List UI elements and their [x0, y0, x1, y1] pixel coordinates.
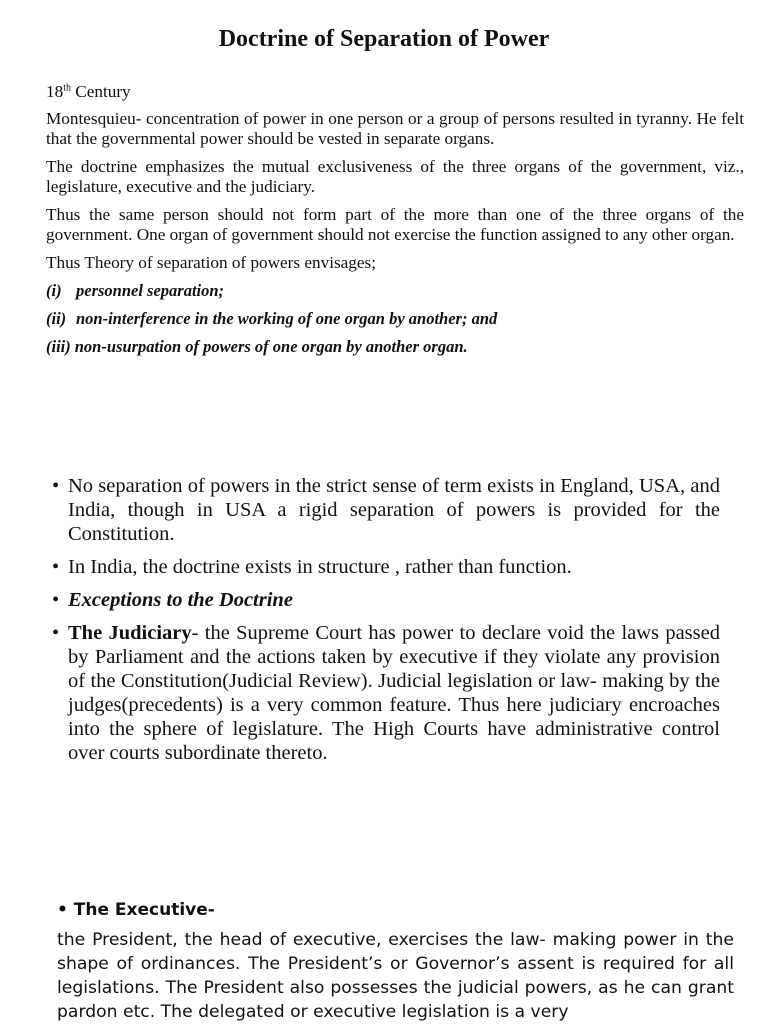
intro-section — [46, 82, 744, 365]
exceptions-heading: Exceptions to the Doctrine — [68, 589, 293, 611]
paragraph-montesquieu: Montesquieu- concentration of power in one person or a group of persons resulted in tyranny. He felt that the governmental power should be vested in separate organs. — [46, 109, 744, 148]
century-line — [46, 82, 744, 102]
page-title: Doctrine of Separation of Power — [218, 26, 550, 52]
point-number: (iii) — [46, 337, 71, 356]
executive-heading: • The Executive- — [57, 900, 215, 920]
bullet-no-separation — [52, 474, 720, 546]
paragraph-envisages: Thus Theory of separation of powers envisages; — [46, 253, 376, 272]
point-number: (i) — [46, 281, 62, 300]
executive-section — [57, 898, 734, 1024]
bullet-text: In India, the doctrine exists in structure , rather than function. — [68, 556, 572, 578]
bullet-icon: • — [52, 589, 60, 611]
point-item — [46, 309, 744, 329]
bullet-icon: • — [52, 622, 60, 644]
executive-body: the President, the head of executive, exercises the law- making power in the shape of ordinances. The President’s or Governor’s assent is required for all legislations. The President also possesses the judicial powers, as he can grant pardon etc. The delegated or executive legislation is a very — [57, 930, 734, 1022]
bullet-section — [52, 474, 720, 774]
point-text: non-interference in the working of one organ by another; and — [76, 309, 498, 328]
point-item — [46, 281, 744, 301]
point-text: personnel separation; — [76, 281, 225, 300]
bullet-judiciary — [52, 621, 720, 765]
paragraph-same-person: Thus the same person should not form part of the more than one of the three organs of the government. One organ of government should not exercise the function assigned to any other organ. — [46, 205, 744, 244]
century-superscript: th — [63, 82, 71, 94]
bullet-india — [52, 555, 720, 579]
century-word: Century — [75, 82, 131, 101]
point-item — [46, 337, 744, 357]
judiciary-heading: The Judiciary — [68, 622, 192, 644]
bullet-text: No separation of powers in the strict sense of term exists in England, USA, and India, though in USA a rigid separation of powers is provided for the Constitution. — [68, 475, 720, 545]
bullet-icon: • — [52, 475, 60, 497]
paragraph-doctrine: The doctrine emphasizes the mutual exclusiveness of the three organs of the government, viz., legislature, executive and the judiciary. — [46, 157, 744, 196]
point-number: (ii) — [46, 309, 67, 328]
century-number: 18 — [46, 82, 64, 101]
bullet-exceptions — [52, 588, 720, 612]
point-text: non-usurpation of powers of one organ by another organ. — [74, 337, 468, 356]
judiciary-text: - the Supreme Court has power to declare void the laws passed by Parliament and the actions taken by executive if they violate any provision of the Constitution(Judicial Review). Judicial legislation or law- making by the judges(precedents) is a very common feature. Thus here judiciary encroaches into the sphere of legislature. The High Courts have administrative control over courts subordinate thereto. — [68, 622, 720, 764]
bullet-icon: • — [52, 556, 60, 578]
